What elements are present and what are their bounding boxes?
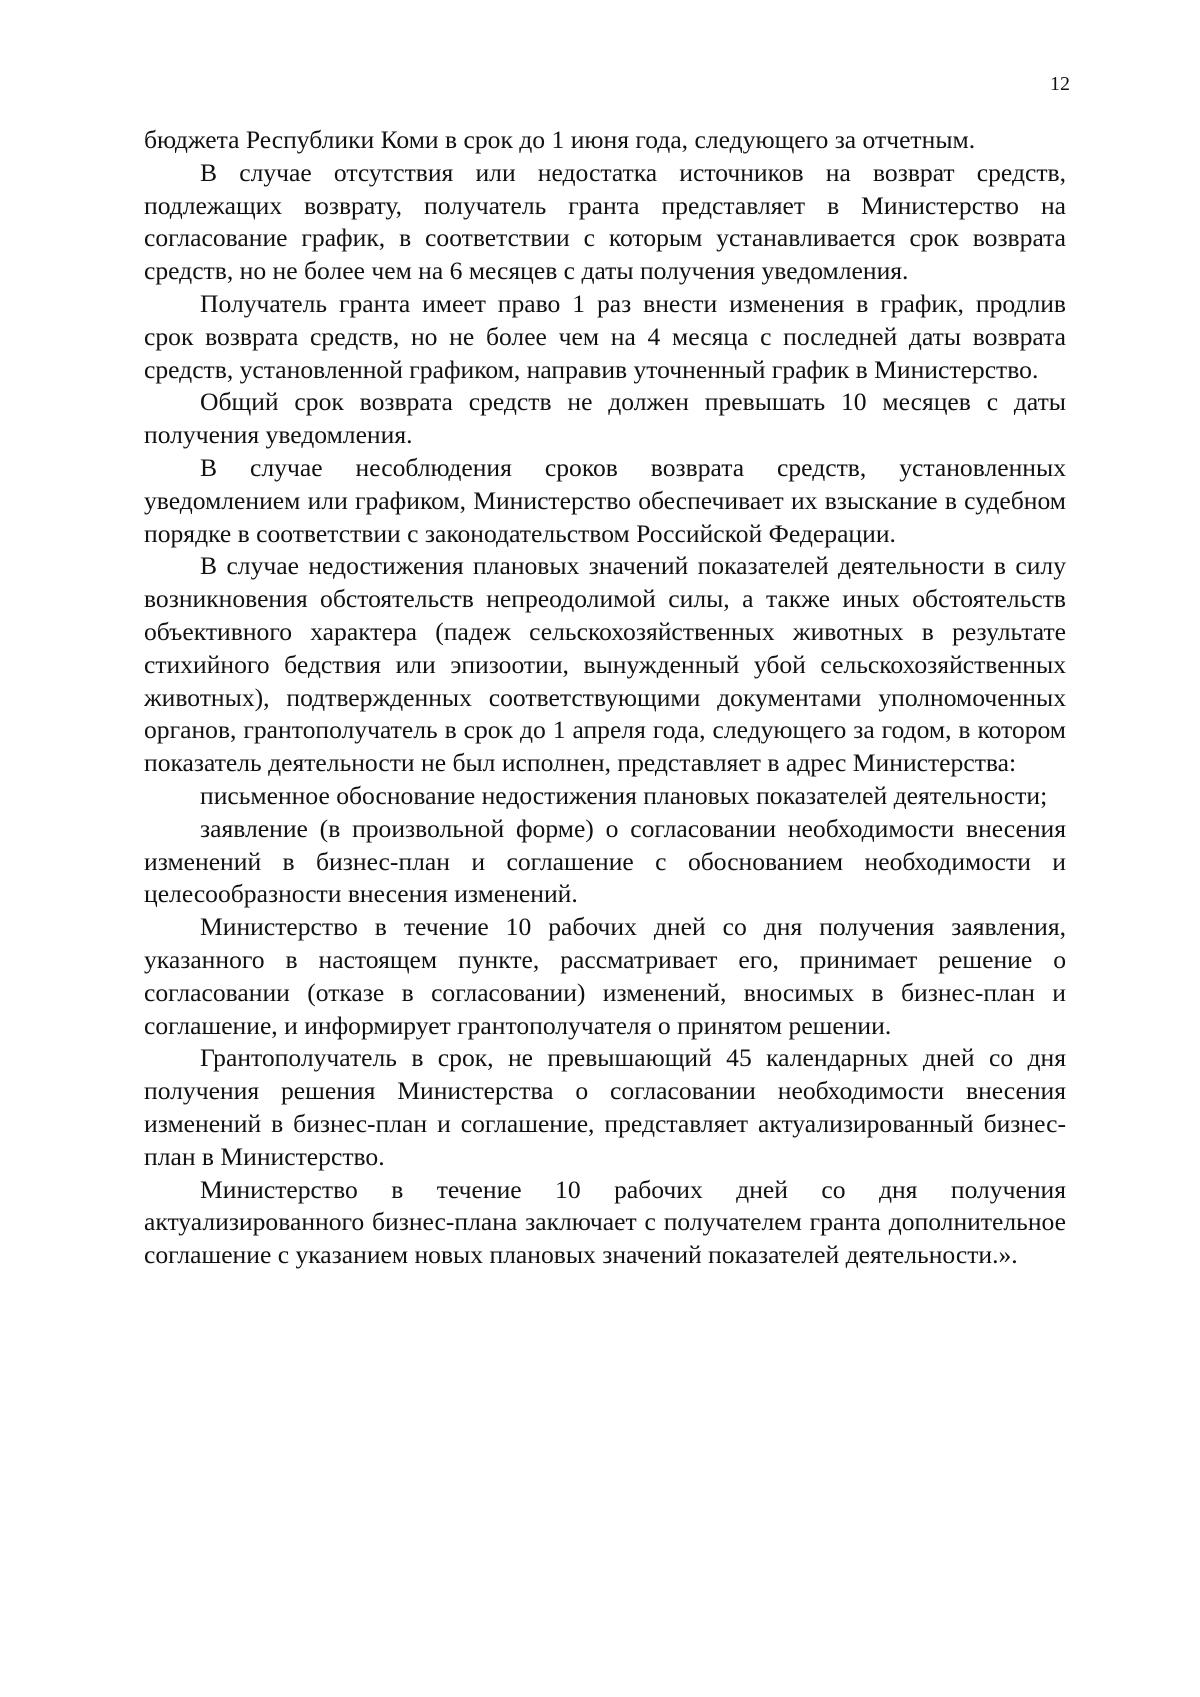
paragraph: Грантополучатель в срок, не превышающий 45 календарных дней со дня получения решения Министерства о согласовании необходимости внесения изменений в бизнес-план и соглашение, представляет актуализированный бизнес-план в Министерство. bbox=[144, 1043, 1066, 1171]
paragraph: В случае отсутствия или недостатка источников на возврат средств, подлежащих возврату, получатель гранта представляет в Министерство на согласование график, в соответствии с которым устанавливается срок возврата средств, но не более чем на 6 месяцев с даты получения уведомления. bbox=[144, 157, 1066, 286]
paragraph-list-item: заявление (в произвольной форме) о согласовании необходимости внесения изменений в бизнес-план и соглашение с обоснованием необходимости и целесообразности внесения изменений. bbox=[144, 813, 1066, 909]
paragraph-continuation: бюджета Республики Коми в срок до 1 июня года, следующего за отчетным. bbox=[144, 125, 976, 154]
paragraph: Министерство в течение 10 рабочих дней со дня получения актуализированного бизнес-плана заключает с получателем гранта дополнительное соглашение с указанием новых плановых значений показателей деятельности.». bbox=[144, 1174, 1066, 1270]
paragraph: Министерство в течение 10 рабочих дней со дня получения заявления, указанного в настоящем пункте, рассматривает его, принимает решение о согласовании (отказе в согласовании) изменений, вносимых в бизнес-план и соглашение, и информирует грантополучателя о принятом решении. bbox=[144, 912, 1066, 1040]
page-number: 12 bbox=[1050, 73, 1070, 95]
paragraph: Общий срок возврата средств не должен превышать 10 месяцев с даты получения уведомления. bbox=[144, 387, 1066, 450]
paragraph: В случае недостижения плановых значений показателей деятельности в силу возникновения обстоятельств непреодолимой силы, а также иных обстоятельств объективного характера (падеж сельскохозяйственных животных в результате стихийного бедствия или эпизоотии, вынужденный убой сельскохозяйственных животных), подтвержденных соответствующими документами уполномоченных органов, грантополучатель в срок до 1 апреля года, следующего за годом, в котором показатель деятельности не был исполнен, представляет в адрес Министерства: bbox=[144, 551, 1066, 778]
paragraph: Получатель гранта имеет право 1 раз внести изменения в график, продлив срок возврата средств, но не более чем на 4 месяца с последней даты возврата средств, установленной графиком, направив уточненный график в Министерство. bbox=[144, 288, 1066, 384]
paragraph-list-item: письменное обоснование недостижения плановых показателей деятельности; bbox=[200, 780, 1048, 810]
document-body bbox=[144, 124, 1066, 1272]
paragraph: В случае несоблюдения сроков возврата средств, установленных уведомлением или графиком, Министерство обеспечивает их взыскание в судебном порядке в соответствии с законодательством Российской Федерации. bbox=[144, 452, 1066, 548]
